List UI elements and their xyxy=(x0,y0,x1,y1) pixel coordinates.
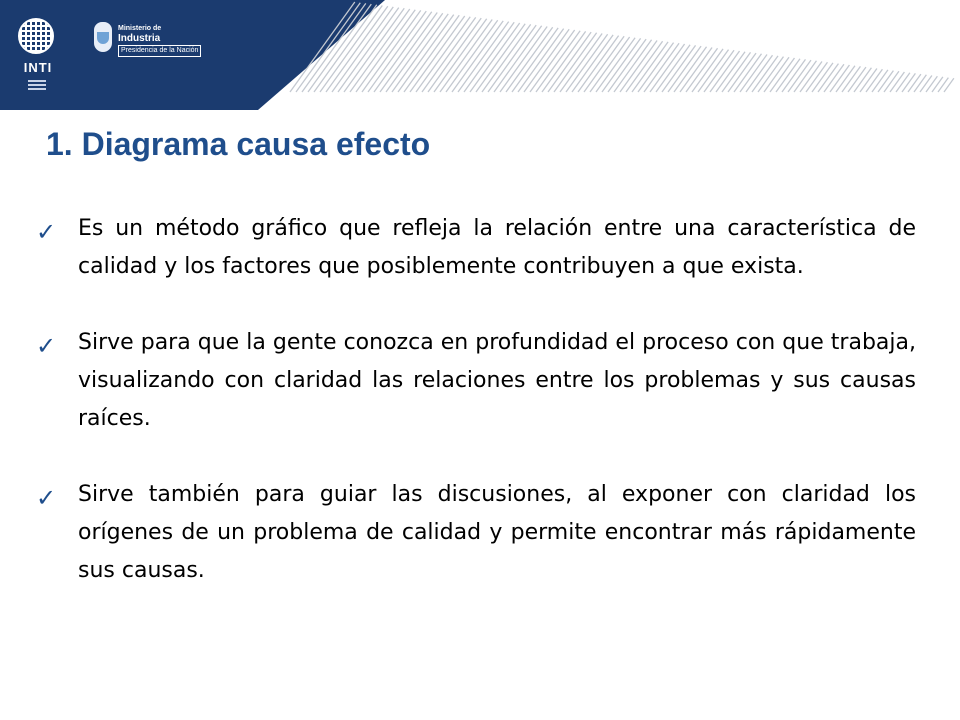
hatch-line xyxy=(710,51,740,92)
hatch-line xyxy=(716,52,745,92)
ministry-name: Industria xyxy=(118,33,161,44)
hatch-line xyxy=(506,27,553,92)
bullet-text: Sirve también para guiar las discusiones, al exponer con claridad los orígenes de un problema de calidad y permite encontrar más rápidamente sus causas. xyxy=(78,482,916,583)
hatch-line xyxy=(524,29,569,92)
hatch-line xyxy=(566,34,608,92)
bullet-text: Sirve para que la gente conozca en profundidad el proceso con que trabaja, visualizando con claridad las relaciones entre los problemas y sus causas raíces. xyxy=(78,330,916,431)
hatch-line xyxy=(698,50,729,92)
hatch-line xyxy=(410,16,465,92)
hatch-line xyxy=(734,54,762,92)
hatch-line xyxy=(722,52,751,92)
check-icon: ✓ xyxy=(36,484,57,512)
hatch-line xyxy=(782,59,805,92)
hatch-line xyxy=(386,13,443,92)
hatch-line xyxy=(920,76,932,93)
hatch-line xyxy=(380,13,437,93)
hatch-line xyxy=(728,53,756,92)
coat-of-arms-icon xyxy=(94,22,112,52)
hatch-line xyxy=(938,78,948,92)
hatch-line xyxy=(944,78,954,92)
hatch-line xyxy=(932,77,943,92)
hatch-line xyxy=(914,75,926,92)
inti-bars-icon xyxy=(28,80,46,92)
hatch-line xyxy=(788,60,811,92)
bullet-list xyxy=(36,210,916,628)
hatch-line xyxy=(614,40,652,92)
check-icon: ✓ xyxy=(36,332,57,360)
presidency-label: Presidencia de la Nación xyxy=(118,45,201,57)
hatch-line xyxy=(896,73,910,92)
hatch-line xyxy=(608,39,646,92)
header-hatch-lines xyxy=(290,2,954,92)
inti-grid-icon xyxy=(18,18,54,54)
bullet-item xyxy=(36,476,916,590)
inti-logo xyxy=(18,18,58,98)
hatch-line xyxy=(620,41,657,93)
hatch-line xyxy=(818,64,838,92)
hatch-line xyxy=(398,15,454,92)
hatch-line xyxy=(572,35,613,92)
hatch-line xyxy=(740,55,767,93)
hatch-line xyxy=(482,24,531,92)
hatch-line xyxy=(806,62,827,92)
hatch-line xyxy=(812,63,833,92)
hatch-line xyxy=(824,64,844,92)
bullet-item xyxy=(36,210,916,286)
hatch-line xyxy=(368,11,426,92)
hatch-line xyxy=(776,59,800,92)
hatch-line xyxy=(902,73,915,92)
hatch-line xyxy=(800,62,822,93)
hatch-line xyxy=(590,37,630,92)
hatch-line xyxy=(908,74,921,92)
inti-logo-text: INTI xyxy=(23,60,53,75)
hatch-line xyxy=(512,28,558,92)
hatch-line xyxy=(926,76,937,92)
hatch-line xyxy=(404,15,459,92)
hatch-line xyxy=(794,61,816,92)
ministry-logo xyxy=(118,24,201,57)
slide-title: 1. Diagrama causa efecto xyxy=(46,126,431,162)
hatch-line xyxy=(518,29,564,92)
hatch-line xyxy=(626,41,663,92)
bullet-item xyxy=(36,324,916,438)
hatch-line xyxy=(392,14,448,92)
hatch-line xyxy=(494,26,542,92)
hatch-line xyxy=(704,50,734,92)
ministry-label: Ministerio de xyxy=(118,25,162,32)
hatch-line xyxy=(536,31,580,92)
hatch-line xyxy=(500,27,547,93)
hatch-line xyxy=(584,36,624,92)
hatch-line xyxy=(692,49,723,92)
hatch-line xyxy=(362,10,421,92)
hatch-line xyxy=(374,12,432,92)
bullet-text: Es un método gráfico que refleja la relación entre una característica de calidad y los factores que posiblemente contribuyen a que exista. xyxy=(78,216,916,279)
hatch-line xyxy=(530,30,575,92)
hatch-line xyxy=(890,72,904,92)
hatch-line xyxy=(686,48,718,92)
hatch-line xyxy=(830,65,849,92)
logo-area xyxy=(0,0,220,100)
hatch-line xyxy=(578,36,619,92)
hatch-line xyxy=(488,25,536,92)
check-icon: ✓ xyxy=(36,218,57,246)
hatch-line xyxy=(596,38,635,92)
hatch-line xyxy=(416,17,470,92)
hatch-line xyxy=(770,58,794,92)
hatch-line xyxy=(602,38,641,92)
